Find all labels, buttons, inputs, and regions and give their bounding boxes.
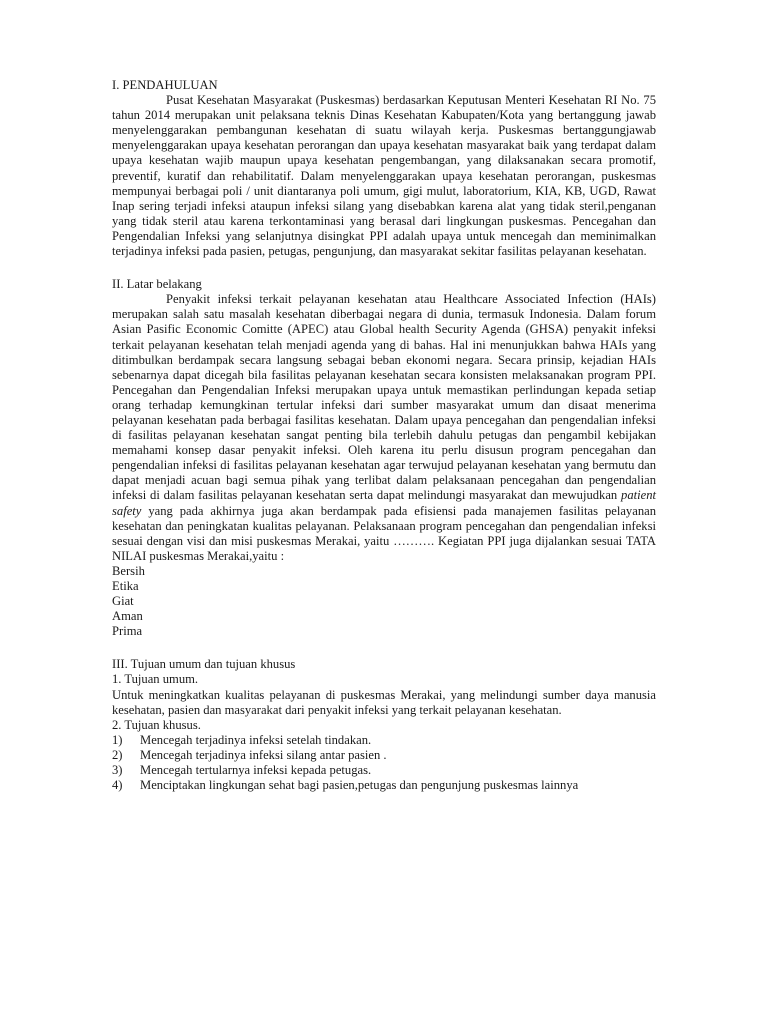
paragraph-text: yang pada akhirnya juga akan berdampak pada efisiensi pada manajemen fasilitas pelayanan kesehatan dan peningkatan kualitas pelayanan. Pelaksanaan program pencegahan dan pengendalian infeksi sesuai dengan visi dan misi puskesmas Merakai, yaitu ………. Kegiatan PPI juga dijalankan sesuai TATA NILAI puskesmas Merakai,yaitu :: [112, 503, 657, 563]
list-number: 2): [112, 747, 123, 762]
list-item: Giat: [112, 594, 134, 609]
list-number: 4): [112, 778, 123, 793]
section-tujuan: [112, 657, 656, 793]
list-item: [112, 733, 656, 748]
list-text: Mencegah terjadinya infeksi silang antar pasien .: [140, 747, 387, 762]
list-item: Aman: [112, 609, 143, 624]
section-heading: II. Latar belakang: [112, 277, 202, 292]
list-text: Mencegah tertularnya infeksi kepada petugas.: [140, 763, 372, 778]
spacer: [112, 639, 656, 657]
list-number: 3): [112, 763, 123, 778]
list-item: Prima: [112, 624, 143, 639]
list-text: Menciptakan lingkungan sehat bagi pasien,petugas dan pengunjung puskesmas lainnya: [140, 778, 579, 793]
paragraph: Untuk meningkatkan kualitas pelayanan di puskesmas Merakai, yang melindungi sumber daya manusia kesehatan, pasien dan masyarakat dari penyakit infeksi yang terkait pelayanan kesehatan.: [112, 687, 656, 717]
list-item: Etika: [112, 579, 139, 593]
paragraph-text: Penyakit infeksi terkait pelayanan kesehatan atau Healthcare Associated Infection (HAIs) merupakan salah satu masalah kesehatan diberbagai negara di dunia, termasuk Indonesia. Dalam forum Asian Pasific Economic Comitte (APEC) atau Global health Security Agenda (GHSA) penyakit infeksi terkait pelayanan kesehatan telah menjadi agenda yang di bahas. Hal ini menunjukkan bahwa HAIs yang ditimbulkan berdampak secara langsung sebagai beban ekonomi negara. Secara prinsip, kejadian HAIs sebenarnya dapat dicegah bila fasilitas pelayanan kesehatan secara konsisten melaksanakan program PPI. Pencegahan dan Pengendalian Infeksi merupakan upaya untuk memastikan perlindungan kepada setiap orang terhadap kemungkinan tertular infeksi dari sumber masyarakat umum dan disaat menerima pelayanan kesehatan pada berbagai fasilitas kesehatan. Dalam upaya pencegahan dan pengendalian infeksi di fasilitas pelayanan kesehatan sangat penting bila terlebih dahulu petugas dan pengambil kebijakan memahami konsep dasar penyakit infeksi. Oleh karena itu perlu disusun program pencegahan dan pengendalian infeksi di fasilitas pelayanan kesehatan agar terwujud pelayanan kesehatan yang bermutu dan dapat menjadi acuan bagi semua pihak yang terlibat dalam pelaksanaan pencegahan dan pengendalian infeksi di dalam fasilitas pelayanan kesehatan serta dapat melindungi masyarakat dan mewujudkan: [112, 292, 656, 503]
italic-term: patient safety: [112, 488, 656, 518]
list-item: [112, 763, 656, 778]
values-list: [112, 564, 656, 639]
paragraph: Pusat Kesehatan Masyarakat (Puskesmas) berdasarkan Keputusan Menteri Kesehatan RI No. 75 tahun 2014 merupakan unit pelaksana teknis Dinas Kesehatan Kabupaten/Kota yang bertanggung jawab menyelenggarakan pembangunan kesehatan di suatu wilayah kerja. Puskesmas bertanggungjawab menyelenggarakan upaya kesehatan perorangan dan upaya kesehatan masyarakat baik yang terdapat dalam upaya kesehatan wajib maupun upaya kesehatan pengembangan, yang dilaksanakan secara promotif, preventif, kuratif dan rehabilitatif. Dalam menyelenggarakan upaya kesehatan perorangan, puskesmas mempunyai berbagai poli / unit diantaranya poli umum, gigi mulut, laboratorium, KIA, KB, UGD, Rawat Inap sering terjadi infeksi ataupun infeksi silang yang disebabkan karena alat yang tidak steril,penganan yang tidak steril atau karena terkontaminasi yang berasal dari lingkungan puskesmas. Pencegahan dan Pengendalian Infeksi yang selanjutnya disingkat PPI adalah upaya untuk mencegah dan meminimalkan terjadinya infeksi pada pasien, petugas, pengunjung, dan masyarakat sekitar fasilitas pelayanan kesehatan.: [112, 93, 656, 259]
section-latar-belakang: [112, 277, 656, 639]
list-number: 1): [112, 732, 123, 747]
paragraph: [112, 292, 656, 564]
list-item: [112, 748, 656, 763]
list-item: Bersih: [112, 563, 145, 578]
section-heading: III. Tujuan umum dan tujuan khusus: [112, 657, 296, 672]
spacer: [112, 259, 656, 277]
document-page: [112, 78, 656, 793]
objectives-list: [112, 733, 656, 793]
section-heading: I. PENDAHULUAN: [112, 78, 218, 92]
list-item: [112, 778, 656, 793]
subsection-title: 1. Tujuan umum.: [112, 672, 199, 687]
list-text: Mencegah terjadinya infeksi setelah tindakan.: [140, 732, 372, 747]
section-pendahuluan: [112, 78, 656, 259]
subsection-title: 2. Tujuan khusus.: [112, 717, 201, 732]
